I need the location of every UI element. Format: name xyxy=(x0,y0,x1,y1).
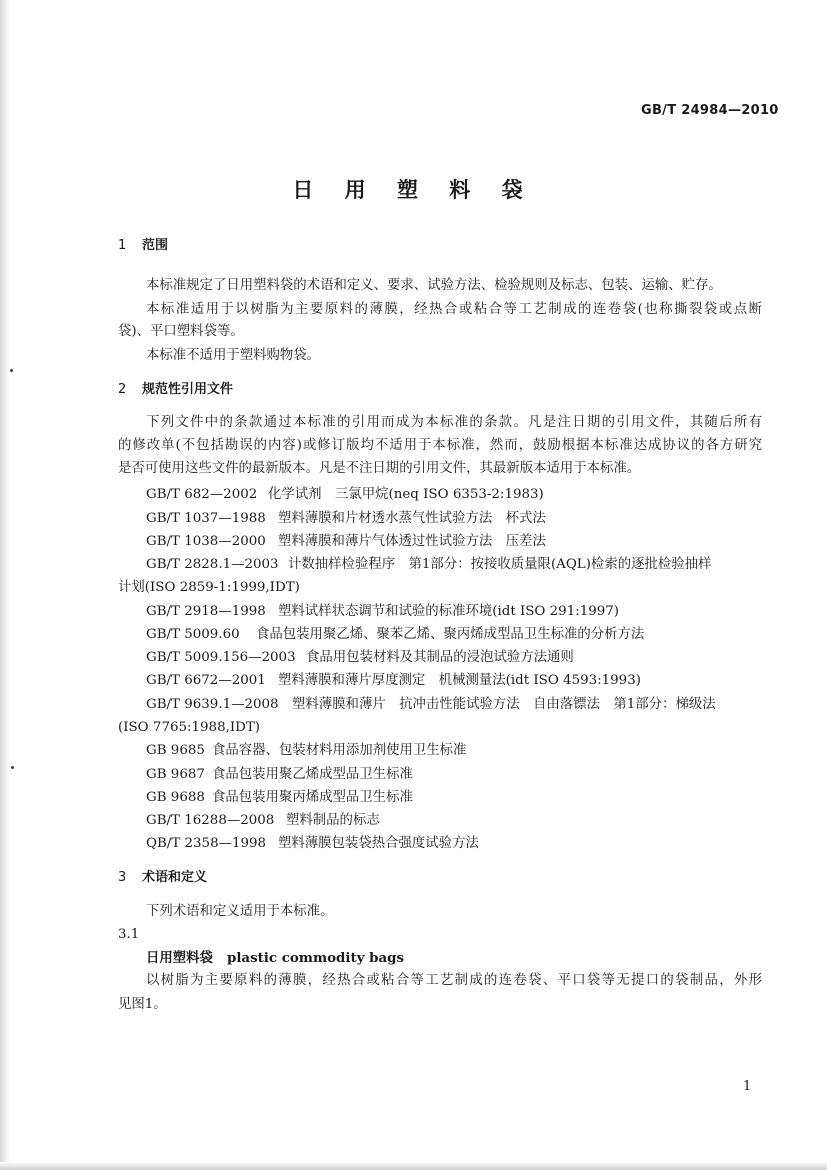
paragraph: 本标准规定了日用塑料袋的术语和定义、要求、试验方法、检验规则及标志、包装、运输、贮存。 xyxy=(146,278,722,293)
scan-speck xyxy=(10,369,13,372)
scan-speck xyxy=(11,766,14,769)
reference-code: GB 9685 xyxy=(146,743,205,758)
reference-title: 食品包装用聚乙烯成型品卫生标准 xyxy=(212,767,413,782)
reference-code: GB/T 5009.60 xyxy=(146,627,240,642)
page-number: 1 xyxy=(743,1079,752,1094)
reference-item xyxy=(146,695,716,715)
reference-code: GB/T 9639.1—2008 xyxy=(146,697,279,712)
reference-title: 计数抽样检验程序 第1部分：按接收质量限(AQL)检索的逐批检验抽样 xyxy=(288,557,712,572)
paragraph: 下列文件中的条款通过本标准的引用而成为本标准的条款。凡是注日期的引用文件，其随后所有 xyxy=(146,415,762,430)
subsection-number: 3.1 xyxy=(118,927,140,942)
reference-title: 食品包装用聚乙烯、聚苯乙烯、聚丙烯成型品卫生标准的分析方法 xyxy=(256,627,645,642)
reference-item xyxy=(146,625,644,645)
reference-code: GB/T 1038—2000 xyxy=(146,534,266,549)
reference-title: 塑料薄膜和薄片 抗冲击性能试验方法 自由落镖法 第1部分：梯级法 xyxy=(292,697,716,712)
paragraph: 下列术语和定义适用于本标准。 xyxy=(146,904,334,919)
document-title: 日 用 塑 料 袋 xyxy=(292,178,535,202)
paragraph: 袋)、平口塑料袋等。 xyxy=(118,324,244,339)
section-2-heading xyxy=(118,380,233,400)
reference-title: 塑料薄膜包装袋热合强度试验方法 xyxy=(278,836,479,851)
reference-item xyxy=(146,602,619,622)
section-title: 规范性引用文件 xyxy=(142,382,234,397)
section-number: 3 xyxy=(118,870,127,885)
section-3-heading xyxy=(118,868,207,888)
reference-item xyxy=(146,555,711,575)
section-title: 术语和定义 xyxy=(142,870,208,885)
paragraph: 是否可使用这些文件的最新版本。凡是不注日期的引用文件，其最新版本适用于本标准。 xyxy=(118,461,641,476)
reference-title: 塑料制品的标志 xyxy=(286,813,380,828)
definition: 见图1。 xyxy=(118,997,167,1012)
reference-code: GB/T 5009.156—2003 xyxy=(146,650,296,665)
reference-code: GB/T 2918—1998 xyxy=(146,604,266,619)
reference-title: 食品容器、包装材料用添加剂使用卫生标准 xyxy=(212,743,467,758)
reference-item xyxy=(146,834,479,854)
reference-code: GB/T 2828.1—2003 xyxy=(146,557,279,572)
reference-item xyxy=(146,765,413,785)
term-entry xyxy=(146,948,404,969)
reference-item xyxy=(146,811,380,831)
paragraph: 本标准适用于以树脂为主要原料的薄膜，经热合或粘合等工艺制成的连卷袋(也称撕裂袋或点断 xyxy=(146,302,762,317)
section-number: 2 xyxy=(118,382,127,397)
reference-item xyxy=(146,532,546,552)
reference-item xyxy=(146,485,544,505)
reference-item xyxy=(146,648,574,668)
reference-title: 塑料薄膜和薄片气体透过性试验方法 压差法 xyxy=(278,534,546,549)
scan-edge-bottom xyxy=(0,1162,827,1170)
standard-code: GB/T 24984—2010 xyxy=(641,103,779,118)
reference-item xyxy=(146,671,641,691)
section-1-heading xyxy=(118,236,168,256)
reference-title: 食品包装用聚丙烯成型品卫生标准 xyxy=(212,790,413,805)
reference-code: GB/T 16288—2008 xyxy=(146,813,275,828)
reference-continuation: (ISO 7765:1988,IDT) xyxy=(118,720,261,735)
reference-title: 食品用包装材料及其制品的浸泡试验方法通则 xyxy=(306,650,574,665)
term-english: plastic commodity bags xyxy=(226,950,405,966)
reference-item xyxy=(146,741,466,761)
reference-code: GB 9688 xyxy=(146,790,205,805)
section-title: 范围 xyxy=(142,238,169,253)
reference-title: 塑料薄膜和片材透水蒸气性试验方法 杯式法 xyxy=(278,511,546,526)
reference-title: 塑料试样状态调节和试验的标准环境(idt ISO 291:1997) xyxy=(278,604,620,619)
reference-title: 塑料薄膜和薄片厚度测定 机械测量法(idt ISO 4593:1993) xyxy=(278,673,641,688)
section-number: 1 xyxy=(118,238,127,253)
reference-item xyxy=(146,788,413,808)
definition: 以树脂为主要原料的薄膜，经热合或粘合等工艺制成的连卷袋、平口袋等无提口的袋制品，外形 xyxy=(146,973,762,988)
paragraph: 的修改单(不包括勘误的内容)或修订版均不适用于本标准，然而，鼓励根据本标准达成协议的各方研究 xyxy=(118,438,762,453)
reference-item xyxy=(146,509,546,529)
paragraph: 本标准不适用于塑料购物袋。 xyxy=(146,348,321,363)
reference-code: GB/T 1037—1988 xyxy=(146,511,266,526)
reference-title: 化学试剂 三氯甲烷(neq ISO 6353-2:1983) xyxy=(268,487,544,502)
reference-code: GB/T 682—2002 xyxy=(146,487,258,502)
reference-code: GB 9687 xyxy=(146,767,205,782)
reference-code: GB/T 6672—2001 xyxy=(146,673,266,688)
term-chinese: 日用塑料袋 xyxy=(146,951,213,966)
reference-continuation: 计划(ISO 2859-1:1999,IDT) xyxy=(118,580,300,595)
reference-code: QB/T 2358—1998 xyxy=(146,836,267,851)
